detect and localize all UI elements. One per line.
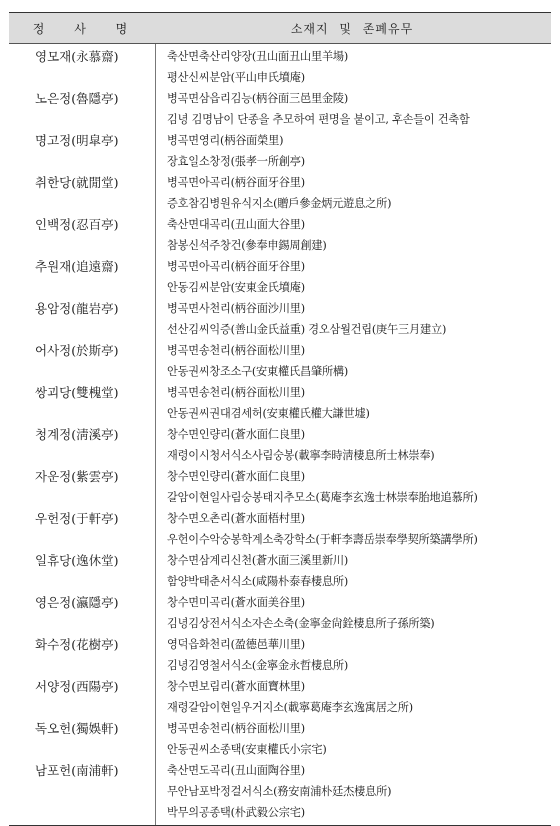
table-row	[9, 214, 551, 256]
location-line: 병곡면영리(柄谷面榮里)	[167, 134, 284, 147]
location-line: 재령갈암이현일우거지소(載寧葛庵李玄逸寓居之所)	[167, 701, 413, 714]
location-cell	[155, 466, 551, 508]
location-cell	[155, 46, 551, 88]
location-cell	[155, 88, 551, 130]
table-row	[9, 550, 551, 592]
table-row	[9, 172, 551, 214]
location-line: 축산면대곡리(丑山面大谷里)	[167, 218, 305, 231]
pavilion-name: 영은정(瀛隱亭)	[35, 595, 119, 610]
table-row	[9, 298, 551, 340]
pavilion-name: 어사정(於斯亭)	[35, 343, 119, 358]
location-cell	[155, 214, 551, 256]
location-line: 병곡면삼읍리김능(柄谷面三邑里金陵)	[167, 92, 349, 105]
pavilion-name: 인백정(忍百亭)	[35, 217, 119, 232]
table-row	[9, 676, 551, 718]
location-line: 장효일소창정(張孝一所創亭)	[167, 155, 305, 168]
location-line: 병곡면아곡리(柄谷面牙谷里)	[167, 176, 305, 189]
location-line: 영덕읍화천리(盈德邑華川里)	[167, 638, 305, 651]
table-row	[9, 592, 551, 634]
location-line: 창수면삼계리신천(蒼水面三溪里新川)	[167, 554, 349, 567]
pavilion-name: 우헌정(于軒亭)	[35, 511, 119, 526]
table-row	[9, 760, 551, 823]
location-cell	[155, 130, 551, 172]
pavilion-table	[9, 12, 551, 826]
location-line: 창수면인량리(蒼水面仁良里)	[167, 470, 305, 483]
location-cell	[155, 424, 551, 466]
location-line: 축산면축산리양장(丑山面丑山里羊場)	[167, 50, 349, 63]
location-line: 김녕김상전서식소자손소축(金寧金尙銓棲息所子孫所築)	[167, 617, 435, 630]
location-cell	[155, 298, 551, 340]
location-line: 창수면오촌리(蒼水面梧村里)	[167, 512, 305, 525]
location-line: 병곡면송천리(柄谷面松川里)	[167, 344, 305, 357]
table-row	[9, 508, 551, 550]
location-line: 재령이시청서식소사림숭봉(載寧李時淸棲息所士林崇奉)	[167, 449, 435, 462]
table-row	[9, 466, 551, 508]
location-line: 갈암이현일사림숭봉태지추모소(葛庵李玄逸士林崇奉胎地追慕所)	[167, 491, 478, 504]
pavilion-name: 용암정(龍岩亭)	[35, 301, 119, 316]
location-cell	[155, 340, 551, 382]
location-cell	[155, 634, 551, 676]
location-line: 참봉신석주창건(參奉申錫周創建)	[167, 239, 327, 252]
location-line: 병곡면아곡리(柄谷面牙谷里)	[167, 260, 305, 273]
pavilion-name: 영모재(永慕齋)	[35, 49, 119, 64]
location-cell	[155, 172, 551, 214]
location-line: 창수면보림리(蒼水面寶林里)	[167, 680, 305, 693]
pavilion-name: 독오헌(獨娛軒)	[35, 721, 119, 736]
location-cell	[155, 256, 551, 298]
pavilion-name: 쌍괴당(雙槐堂)	[35, 385, 119, 400]
location-line: 창수면인량리(蒼水面仁良里)	[167, 428, 305, 441]
location-line: 축산면도곡리(丑山面陶谷里)	[167, 764, 305, 777]
location-line: 안동권씨창조소구(安東權氏昌肇所構)	[167, 365, 349, 378]
table-row	[9, 88, 551, 130]
table-row	[9, 256, 551, 298]
pavilion-name: 취한당(就閒堂)	[35, 175, 119, 190]
table-body	[9, 44, 551, 825]
location-cell	[155, 550, 551, 592]
table-row	[9, 424, 551, 466]
table-row	[9, 46, 551, 88]
table-row	[9, 718, 551, 760]
location-line: 안동권씨소종택(安東權氏小宗宅)	[167, 743, 327, 756]
location-cell	[155, 382, 551, 424]
header-pavilion-name: 정 사 명	[32, 21, 130, 36]
location-cell	[155, 676, 551, 718]
table-row	[9, 634, 551, 676]
location-line: 우헌이수악숭봉학계소축강학소(于軒李壽岳崇奉學契所築講學所)	[167, 533, 478, 546]
location-line: 함양박태춘서식소(咸陽朴泰春棲息所)	[167, 575, 349, 588]
table-row	[9, 340, 551, 382]
location-cell	[155, 508, 551, 550]
location-line: 선산김씨익증(善山金氏益重) 경오삼월건립(庚午三月建立)	[167, 323, 447, 336]
location-line: 김녕김영철서식소(金寧金永哲棲息所)	[167, 659, 349, 672]
table-row	[9, 382, 551, 424]
pavilion-name: 화수정(花樹亭)	[35, 637, 119, 652]
column-divider	[155, 44, 156, 825]
location-line: 안동권씨권대겸세허(安東權氏權大謙世墟)	[167, 407, 370, 420]
pavilion-name: 명고정(明皐亭)	[35, 133, 119, 148]
pavilion-name: 청계정(淸溪亭)	[35, 427, 119, 442]
header-location-status: 소재지 및 존폐유무	[290, 21, 414, 36]
location-cell	[155, 718, 551, 760]
location-cell	[155, 592, 551, 634]
location-line: 무안남포박정걸서식소(務安南浦朴廷杰棲息所)	[167, 785, 392, 798]
location-line: 창수면미곡리(蒼水面美谷里)	[167, 596, 305, 609]
pavilion-name: 자운정(紫雲亭)	[35, 469, 119, 484]
pavilion-name: 노은정(魯隱亭)	[35, 91, 119, 106]
location-line: 병곡면송천리(柄谷面松川里)	[167, 722, 305, 735]
location-cell	[155, 760, 551, 823]
location-line: 병곡면송천리(柄谷面松川里)	[167, 386, 305, 399]
pavilion-name: 일휴당(逸休堂)	[35, 553, 119, 568]
pavilion-name: 추원재(追遠齋)	[35, 259, 119, 274]
table-row	[9, 130, 551, 172]
pavilion-name: 서양정(西陽亭)	[35, 679, 119, 694]
location-line: 증호참김병원유식지소(贈戶參金炳元遊息之所)	[167, 197, 392, 210]
location-line: 평산신씨분암(平山申氏墳庵)	[167, 71, 305, 84]
location-line: 안동김씨분암(安東金氏墳庵)	[167, 281, 305, 294]
location-line: 박무의공종택(朴武毅公宗宅)	[167, 806, 305, 819]
location-line: 병곡면사천리(柄谷面沙川里)	[167, 302, 305, 315]
location-line: 김녕 김명남이 단종을 추모하여 편명을 붙이고, 후손들이 건축함	[167, 113, 470, 126]
pavilion-name: 남포헌(南浦軒)	[35, 763, 119, 778]
table-header	[9, 13, 551, 44]
